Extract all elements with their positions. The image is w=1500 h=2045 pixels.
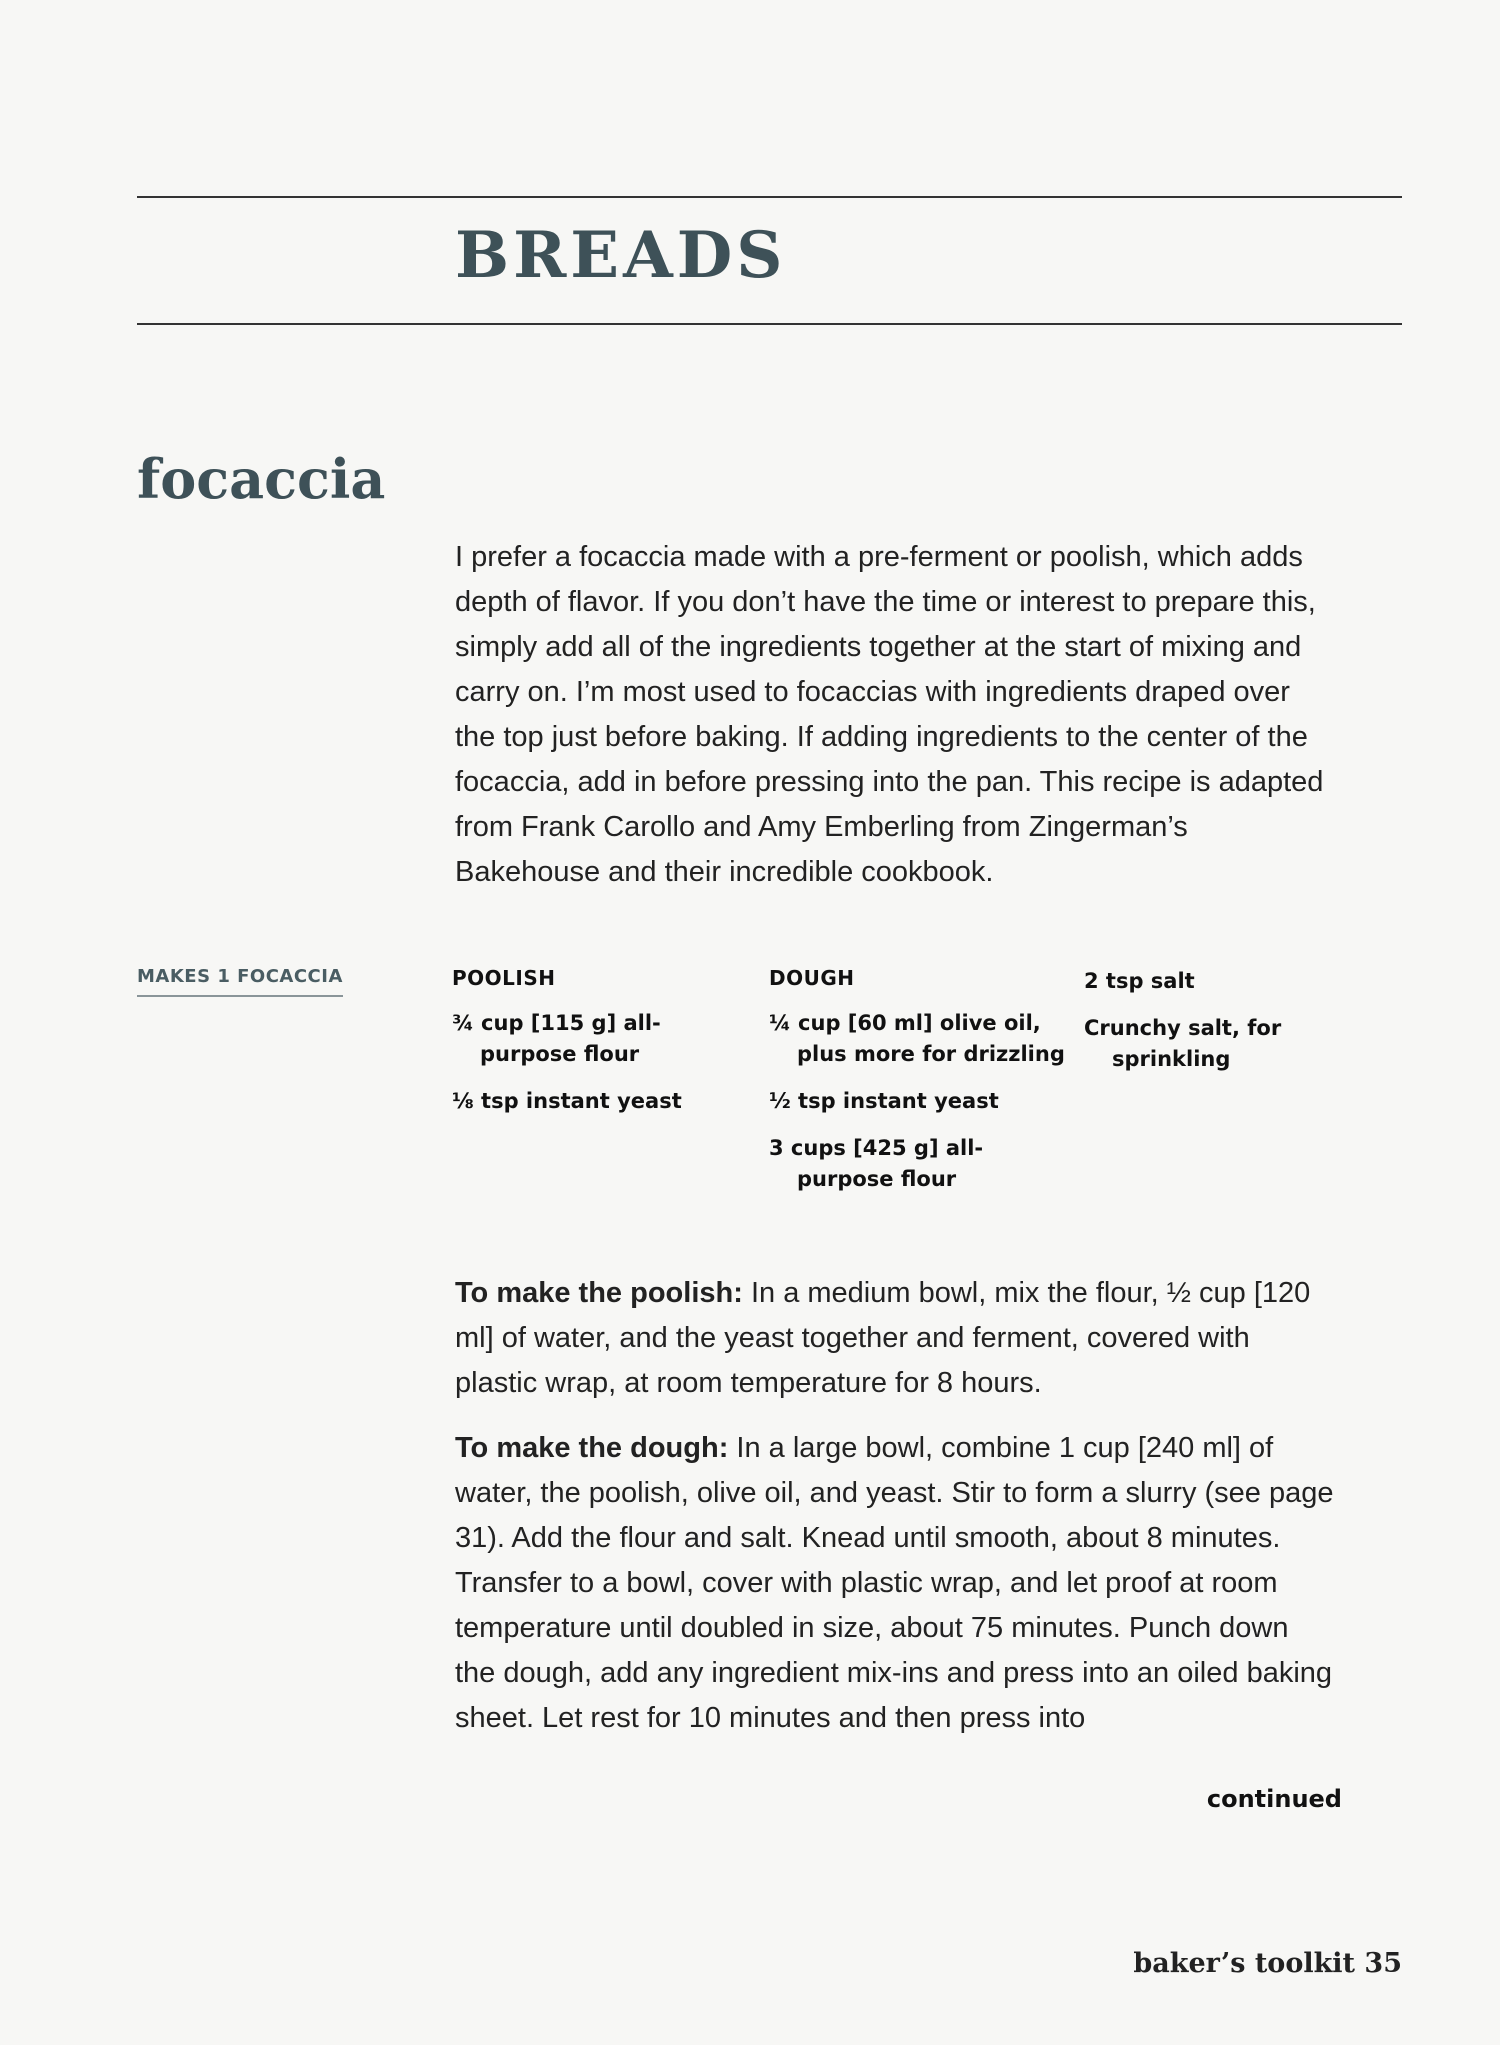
ingredient-item: Crunchy salt, for sprinkling xyxy=(1084,1016,1282,1071)
ingredient-item: ⅛ tsp instant yeast xyxy=(452,1089,682,1113)
method-step xyxy=(455,1426,1335,1741)
extra-ingredients xyxy=(1084,966,1384,1091)
header-rule-top xyxy=(137,196,1402,198)
dough-ingredients xyxy=(769,966,1069,1211)
recipe-intro: I prefer a focaccia made with a pre-ferment or poolish, which adds depth of flavor. If you don’t have the time or interest to prepare this, simply add all of the ingredients together at the start of mixing and carry on. I’m most used to focaccias with ingredients draped over the top just before baking. If adding ingredients to the center of the focaccia, add in before pressing into the pan. This recipe is adapted from Frank Carollo and Amy Emberling from Zingerman’s Bakehouse and their incredible cookbook. xyxy=(455,541,1324,888)
step-text: In a medium bowl, mix the flour, ½ cup [120 ml] of water, and the yeast together and ferment, covered with plastic wrap, at room temperature for 8 hours. xyxy=(455,1277,1311,1399)
step-lead: To make the poolish: xyxy=(455,1277,743,1309)
method-step xyxy=(455,1271,1335,1406)
step-text: In a large bowl, combine 1 cup [240 ml] of water, the poolish, olive oil, and yeast. Stir to form a slurry (see page 31). Add the flour and salt. Knead until smooth, about 8 minutes. Transfer to a bowl, cover with plastic wrap, and let proof at room temperature until doubled in size, about 75 minutes. Punch down the dough, add any ingredient mix-ins and press into an oiled baking sheet. Let rest for 10 minutes and then press into xyxy=(455,1432,1334,1734)
step-lead: To make the dough: xyxy=(455,1432,729,1464)
header-rule-bottom xyxy=(137,323,1402,325)
ingredient-item: 2 tsp salt xyxy=(1084,969,1195,993)
running-title: baker’s toolkit xyxy=(1133,1948,1356,1979)
ingredient-item: ¼ cup [60 ml] olive oil, plus more for drizzling xyxy=(769,1011,1065,1066)
page-footer xyxy=(1133,1948,1402,1979)
recipe-title: focaccia xyxy=(137,447,386,511)
ingredient-item: 3 cups [425 g] all-purpose flour xyxy=(769,1136,984,1191)
poolish-ingredients xyxy=(452,966,752,1133)
recipe-yield: MAKES 1 FOCACCIA xyxy=(137,966,343,997)
page-number: 35 xyxy=(1364,1948,1402,1979)
continued-label: continued xyxy=(1206,1785,1342,1813)
ingredient-item: ½ tsp instant yeast xyxy=(769,1089,999,1113)
dough-heading: DOUGH xyxy=(769,966,855,990)
section-title: BREADS xyxy=(455,218,787,293)
ingredient-item: ¾ cup [115 g] all-purpose flour xyxy=(452,1011,661,1066)
poolish-heading: POOLISH xyxy=(452,966,556,990)
